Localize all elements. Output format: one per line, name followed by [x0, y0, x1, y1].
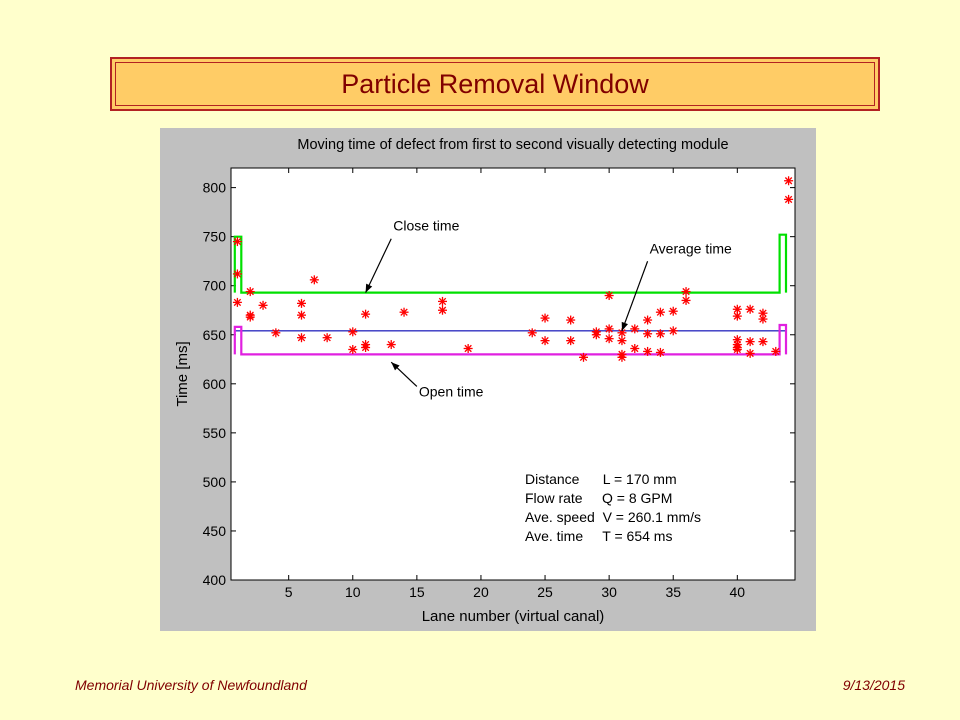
x-tick-label: 35	[665, 584, 682, 600]
data-point	[348, 327, 357, 336]
data-point	[259, 301, 268, 310]
data-point	[784, 176, 793, 185]
data-point	[733, 312, 742, 321]
data-point	[297, 299, 306, 308]
data-point	[758, 337, 767, 346]
data-point	[541, 336, 550, 345]
data-point	[669, 326, 678, 335]
slide-title-box	[110, 57, 880, 111]
data-point	[733, 345, 742, 354]
data-point	[605, 291, 614, 300]
chart-y-axis-label: Time [ms]	[174, 341, 191, 407]
data-point	[541, 314, 550, 323]
chart-x-axis-label: Lane number (virtual canal)	[421, 608, 605, 625]
data-point	[682, 296, 691, 305]
data-point	[617, 353, 626, 362]
data-point	[656, 329, 665, 338]
data-point	[528, 328, 537, 337]
y-tick-label: 450	[202, 522, 226, 539]
chart-title: Moving time of defect from first to second visually detecting module	[297, 137, 729, 153]
data-point	[643, 329, 652, 338]
data-point	[656, 308, 665, 317]
x-tick-label: 20	[473, 584, 489, 600]
footer-organization: Memorial University of Newfoundland	[75, 677, 307, 693]
data-point	[438, 306, 447, 315]
data-point	[605, 334, 614, 343]
data-point	[566, 336, 575, 345]
info-line: Ave. speed V = 260.1 mm/s	[525, 509, 702, 525]
data-point	[271, 328, 280, 337]
data-point	[233, 237, 242, 246]
data-point	[438, 297, 447, 306]
data-point	[746, 305, 755, 314]
y-tick-label: 750	[202, 228, 226, 245]
data-point	[297, 333, 306, 342]
y-tick-label: 600	[202, 375, 226, 392]
data-point	[771, 347, 780, 356]
x-tick-label: 10	[344, 584, 361, 600]
data-point	[233, 269, 242, 278]
data-point	[784, 195, 793, 204]
annotation-label: Open time	[418, 383, 484, 400]
data-point	[387, 340, 396, 349]
y-tick-label: 700	[202, 277, 226, 294]
data-point	[233, 298, 242, 307]
chart-svg	[160, 128, 816, 631]
info-line: Distance L = 170 mm	[525, 471, 677, 487]
data-point	[297, 311, 306, 320]
data-point	[643, 316, 652, 325]
data-point	[400, 308, 409, 317]
data-point	[348, 345, 357, 354]
plot-area	[231, 168, 795, 580]
data-point	[566, 316, 575, 325]
data-point	[630, 324, 639, 333]
data-point	[246, 313, 255, 322]
y-tick-label: 400	[202, 572, 226, 588]
slide-title: Particle Removal Window	[341, 68, 649, 99]
data-point	[758, 315, 767, 324]
data-point	[361, 310, 370, 319]
data-point	[464, 344, 473, 353]
data-point	[246, 287, 255, 296]
data-point	[682, 287, 691, 296]
x-tick-label: 5	[284, 584, 293, 600]
data-point	[643, 347, 652, 356]
y-tick-label: 800	[202, 179, 226, 196]
info-line: Flow rate Q = 8 GPM	[525, 490, 673, 506]
y-tick-label: 500	[202, 473, 226, 490]
data-point	[746, 349, 755, 358]
x-tick-label: 40	[729, 584, 746, 600]
x-tick-label: 15	[409, 584, 425, 600]
data-point	[579, 353, 588, 362]
data-point	[361, 343, 370, 352]
y-tick-label: 650	[202, 326, 226, 343]
y-tick-label: 550	[202, 424, 226, 441]
x-tick-label: 30	[601, 584, 617, 600]
data-point	[656, 348, 665, 357]
data-point	[746, 337, 755, 346]
info-line: Ave. time T = 654 ms	[525, 528, 673, 544]
data-point	[669, 307, 678, 316]
data-point	[605, 324, 614, 333]
chart-figure	[160, 128, 816, 631]
data-point	[592, 330, 601, 339]
data-point	[617, 336, 626, 345]
data-point	[630, 344, 639, 353]
annotation-label: Average time	[649, 240, 732, 257]
footer-date: 9/13/2015	[842, 677, 905, 693]
data-point	[310, 275, 319, 284]
annotation-label: Close time	[393, 217, 460, 234]
data-point	[323, 333, 332, 342]
x-tick-label: 25	[537, 584, 553, 600]
